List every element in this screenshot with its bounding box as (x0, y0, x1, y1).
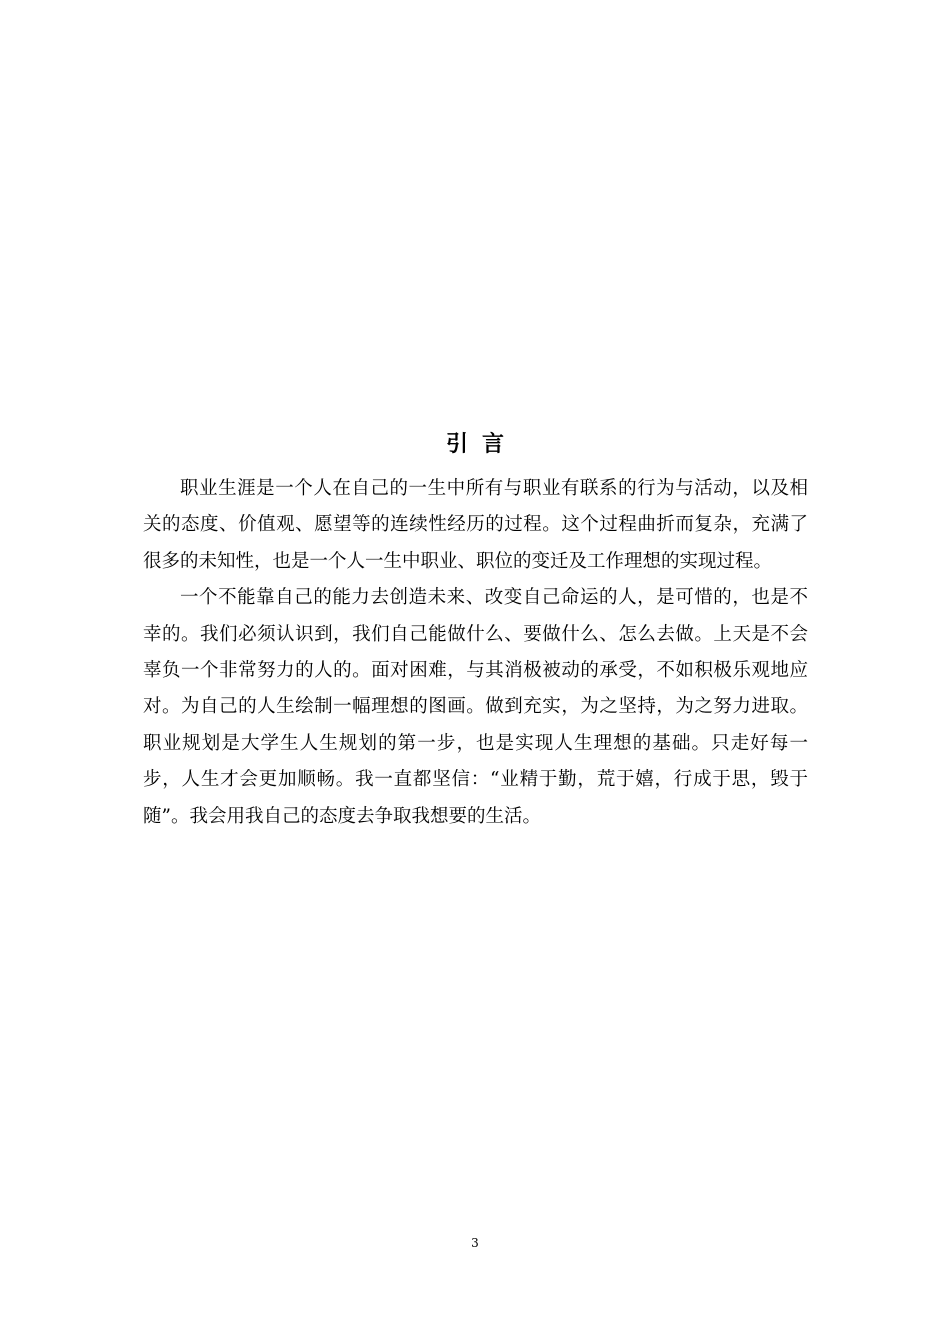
page-title: 引言 (445, 432, 518, 457)
paragraph: 一个不能靠自己的能力去创造未来、改变自己命运的人，是可惜的，也是不幸的。我们必须认识到，我们自己能做什么、要做什么、怎么去做。上天是不会辜负一个非常努力的人的。面对困难，与其消极被动的承受，不如积极乐观地应对。为自己的人生绘制一幅理想的图画。做到充实，为之坚持，为之努力进取。职业规划是大学生人生规划的第一步，也是实现人生理想的基础。只走好每一步，人生才会更加顺畅。我一直都坚信：“业精于勤，荒于嬉，行成于思，毁于随”。我会用我自己的态度去争取我想要的生活。 (143, 587, 808, 827)
body-text (143, 471, 808, 835)
page-number: 3 (471, 1236, 479, 1250)
paragraph: 职业生涯是一个人在自己的一生中所有与职业有联系的行为与活动，以及相关的态度、价值观、愿望等的连续性经历的过程。这个过程曲折而复杂，充满了很多的未知性，也是一个人一生中职业、职位的变迁及工作理想的实现过程。 (143, 478, 808, 572)
